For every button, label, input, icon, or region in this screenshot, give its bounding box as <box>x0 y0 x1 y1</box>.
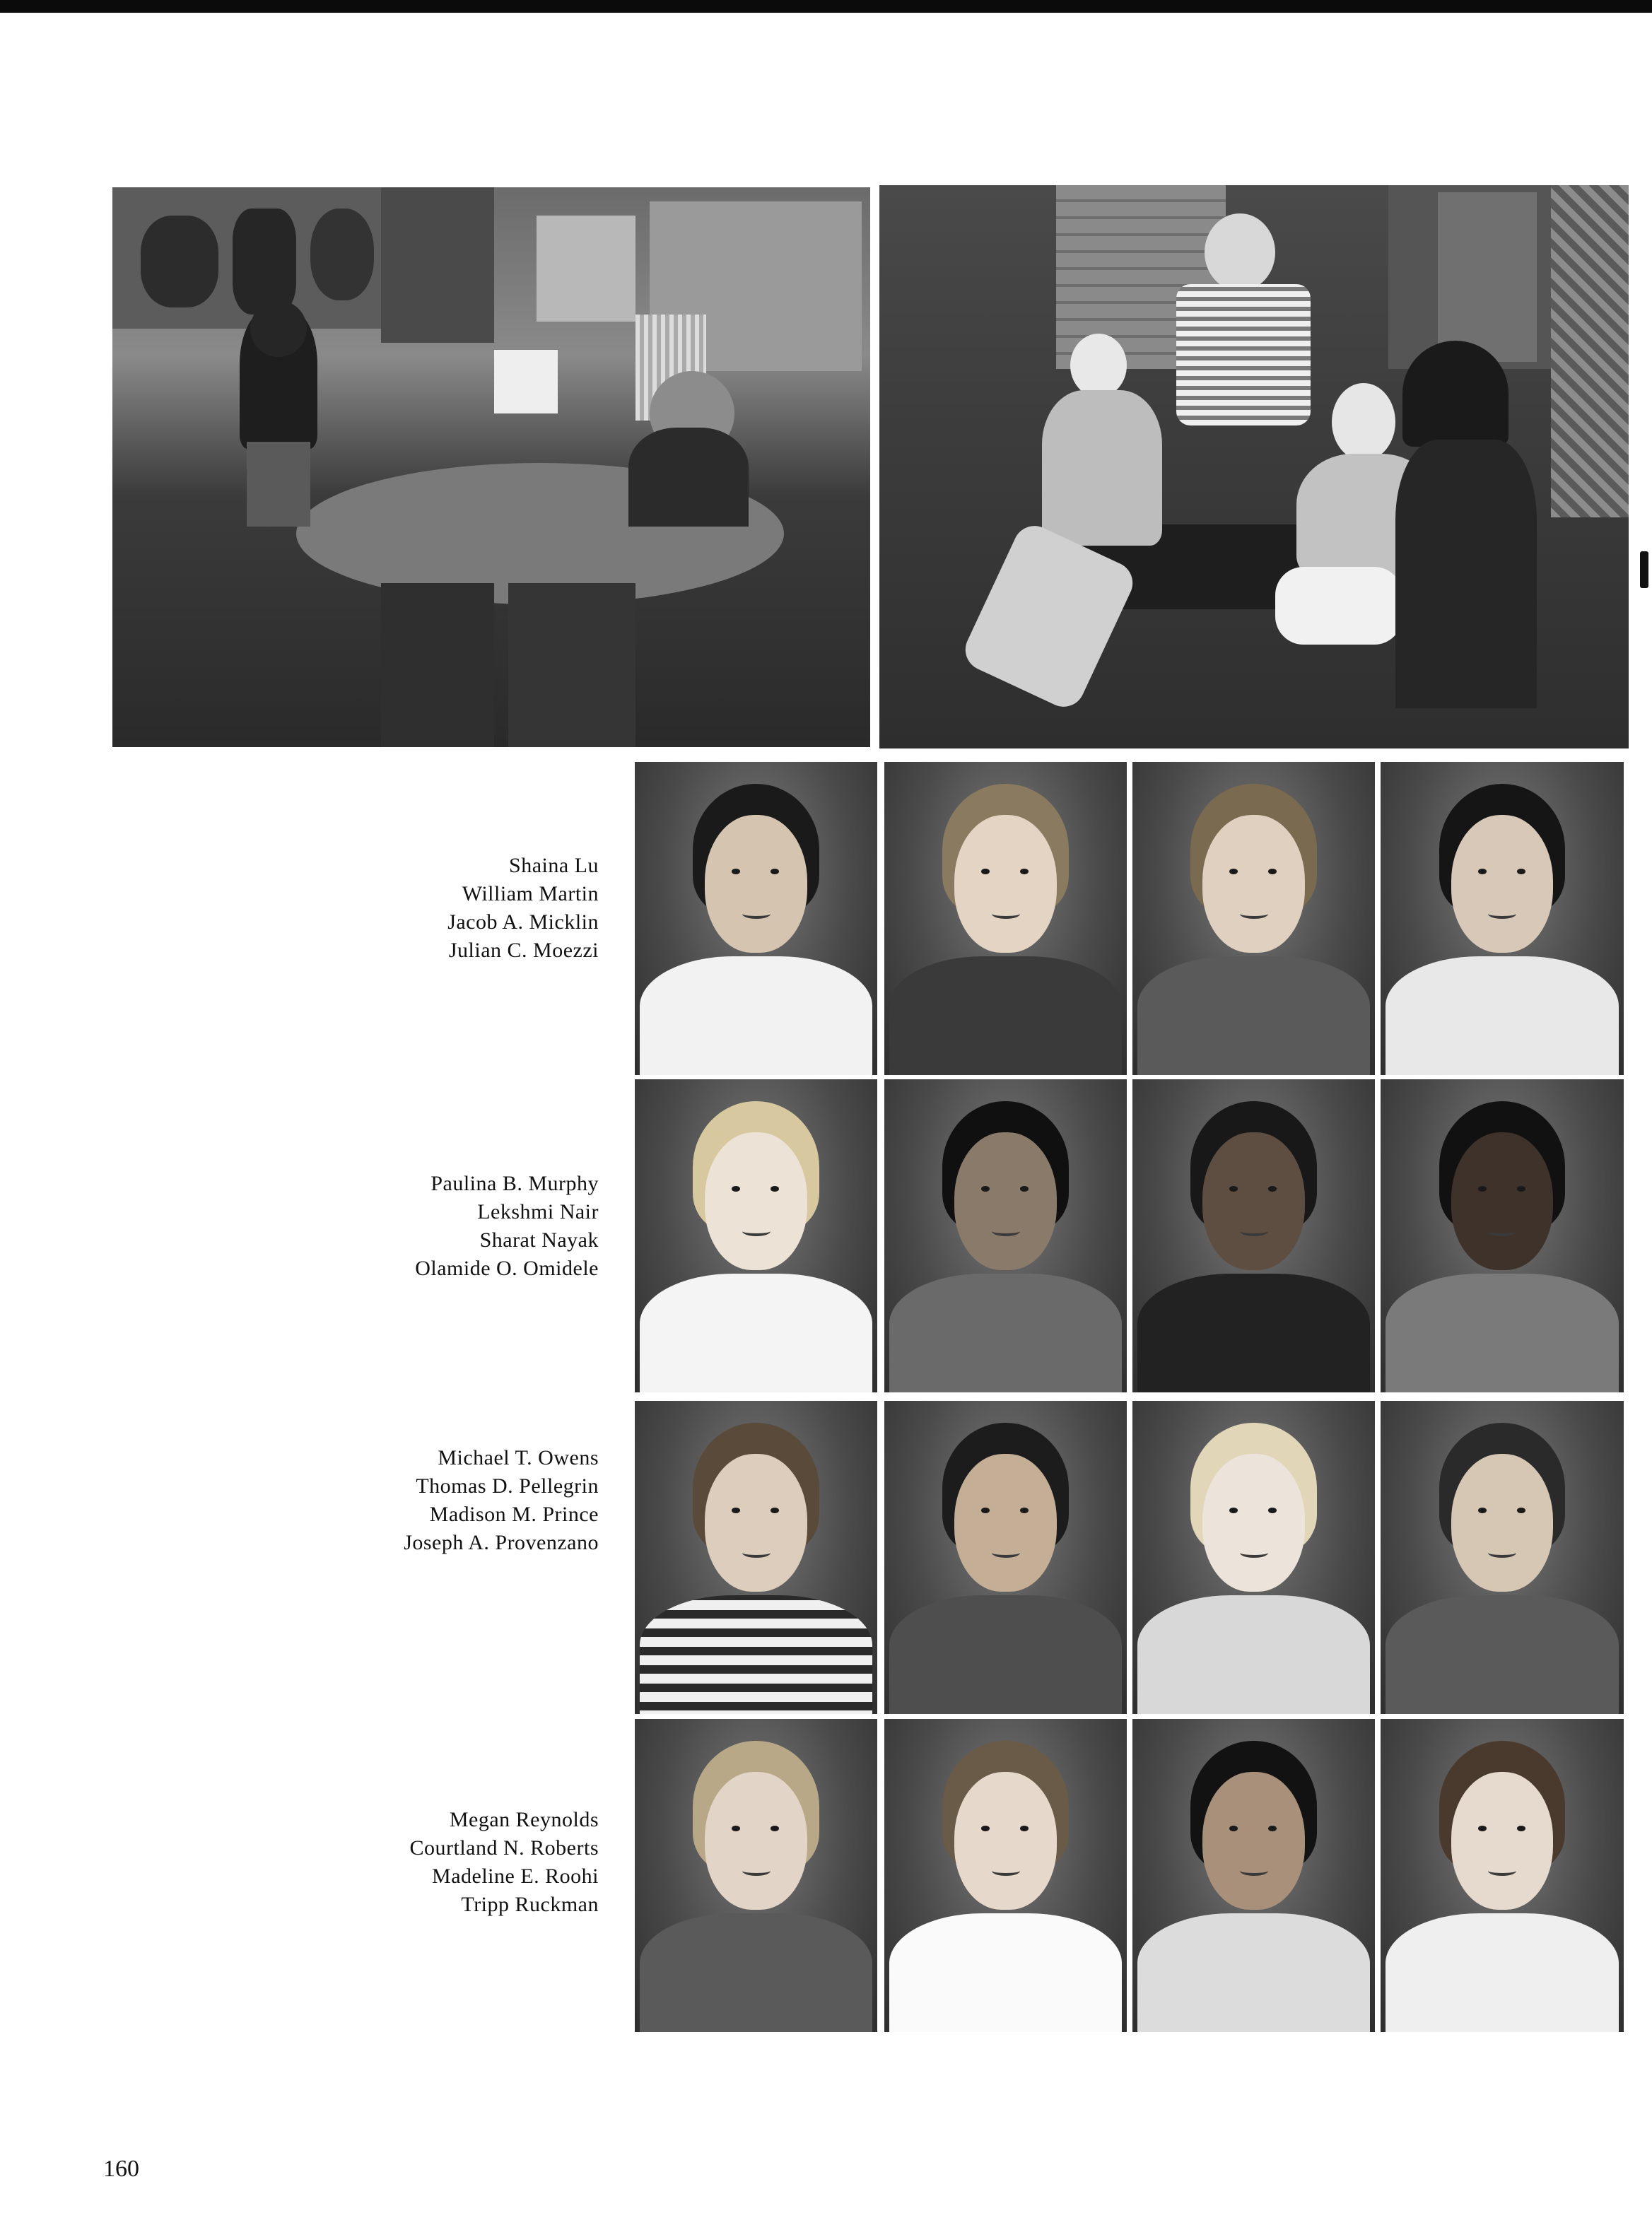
student-portrait <box>635 1719 877 2032</box>
student-portrait <box>635 762 877 1075</box>
student-name: Olamide O. Omidele <box>415 1257 599 1280</box>
student-name: Julian C. Moezzi <box>448 939 599 962</box>
student-name: Michael T. Owens <box>438 1446 599 1469</box>
student-name: Megan Reynolds <box>449 1808 599 1831</box>
outdoor-photo <box>879 185 1629 748</box>
student-portrait <box>884 1401 1127 1714</box>
student-portrait <box>1132 1719 1375 2032</box>
student-name: Madeline E. Roohi <box>432 1865 599 1888</box>
student-name: Joseph A. Provenzano <box>404 1531 599 1554</box>
student-name: Shaina Lu <box>509 854 599 877</box>
student-name: William Martin <box>462 882 599 905</box>
student-portrait <box>1132 762 1375 1075</box>
student-portrait <box>1381 1719 1624 2032</box>
student-name: Lekshmi Nair <box>477 1200 599 1223</box>
page-number: 160 <box>103 2156 139 2182</box>
student-name: Tripp Ruckman <box>461 1893 599 1916</box>
names-row-3 <box>404 1444 599 1557</box>
student-name: Jacob A. Micklin <box>447 910 599 934</box>
student-name: Thomas D. Pellegrin <box>416 1474 599 1498</box>
student-portrait <box>1132 1401 1375 1714</box>
student-portrait <box>884 1719 1127 2032</box>
student-portrait <box>635 1079 877 1392</box>
names-row-4 <box>410 1806 599 1919</box>
student-portrait <box>1381 762 1624 1075</box>
student-name: Madison M. Prince <box>429 1503 599 1526</box>
student-name: Paulina B. Murphy <box>430 1172 599 1195</box>
student-portrait <box>1381 1079 1624 1392</box>
classroom-photo <box>112 187 870 747</box>
student-name: Sharat Nayak <box>479 1228 599 1252</box>
names-row-2 <box>415 1170 599 1283</box>
top-edge-bar <box>0 0 1652 13</box>
student-portrait <box>884 762 1127 1075</box>
student-name: Courtland N. Roberts <box>409 1836 599 1860</box>
page-edge-mark <box>1640 551 1648 588</box>
names-row-1 <box>447 852 599 965</box>
student-portrait <box>635 1401 877 1714</box>
student-portrait <box>1132 1079 1375 1392</box>
student-portrait <box>1381 1401 1624 1714</box>
student-portrait <box>884 1079 1127 1392</box>
